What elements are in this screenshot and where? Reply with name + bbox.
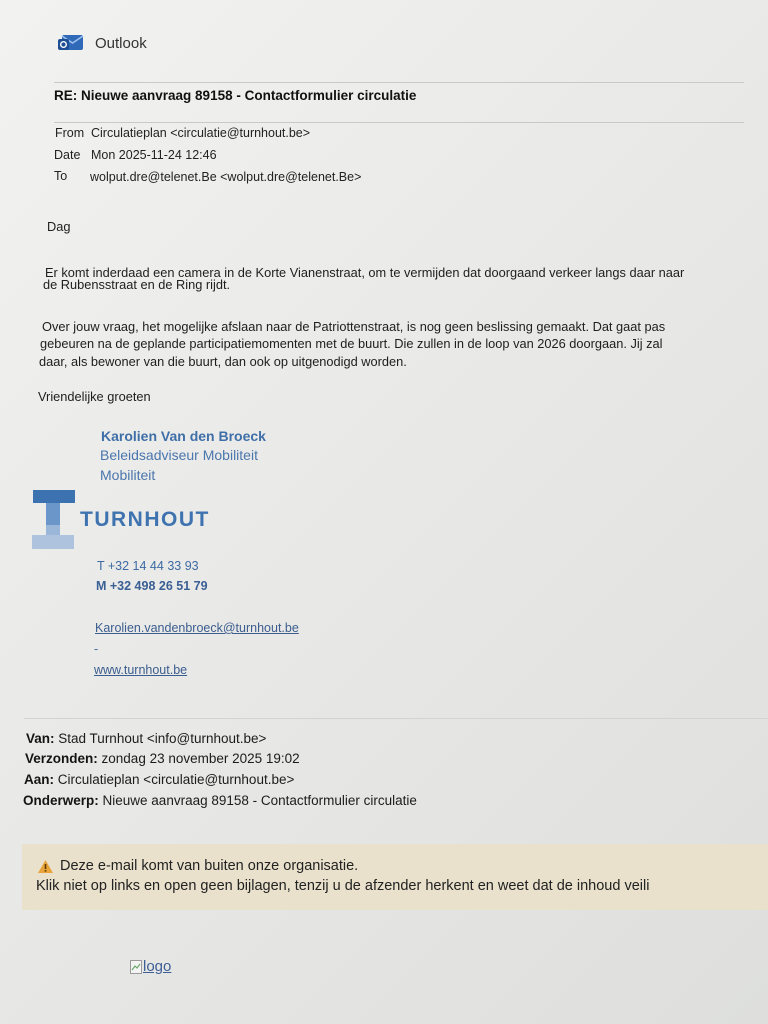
warning-line-1: Deze e-mail komt van buiten onze organisatie. — [60, 858, 359, 874]
turnhout-logo-wordmark: TURNHOUT — [80, 508, 210, 531]
email-subject: RE: Nieuwe aanvraag 89158 - Contactformulier circulatie — [54, 88, 417, 103]
app-title: Outlook — [95, 35, 147, 52]
signature-phone: T +32 14 44 33 93 — [97, 559, 199, 573]
footer-logo-image[interactable]: logo — [143, 958, 172, 975]
body-paragraph-1-line-1: Er komt inderdaad een camera in de Korte Vianenstraat, om te vermijden dat doorgaand verkeer langs daar naar — [45, 265, 685, 280]
from-label: From — [55, 126, 85, 140]
email-greeting: Dag — [47, 219, 71, 234]
email-closing: Vriendelijke groeten — [38, 389, 151, 404]
forward-sent-value: zondag 23 november 2025 19:02 — [101, 751, 300, 766]
warning-icon — [37, 859, 54, 874]
warning-line-2: Klik niet op links en open geen bijlagen, tenzij u de afzender herkent en weet dat de inhoud veili — [36, 878, 650, 894]
signature-email-link[interactable]: Karolien.vandenbroeck@turnhout.be — [95, 621, 299, 635]
forward-from-label: Van: — [26, 731, 55, 746]
date-label: Date — [54, 148, 81, 162]
signature-role: Beleidsadviseur Mobiliteit — [100, 447, 258, 463]
forward-subject-row — [23, 793, 417, 808]
signature-department: Mobiliteit — [100, 467, 156, 483]
outlook-envelope-icon — [58, 32, 84, 52]
forward-subject-label: Onderwerp: — [23, 793, 99, 808]
forward-to-value: Circulatieplan <circulatie@turnhout.be> — [57, 772, 295, 787]
date-value: Mon 2025-11-24 12:46 — [91, 148, 217, 162]
body-paragraph-2-line-3: daar, als bewoner van die buurt, dan ook op uitgenodigd worden. — [39, 354, 407, 369]
body-paragraph-1-line-2: de Rubensstraat en de Ring rijdt. — [43, 277, 231, 292]
forward-sent-label: Verzonden: — [25, 751, 98, 766]
forward-subject-value: Nieuwe aanvraag 89158 - Contactformulier circulatie — [102, 793, 417, 808]
forward-from-row — [26, 731, 266, 746]
signature-dash: - — [94, 642, 99, 656]
forward-to-label: Aan: — [24, 772, 54, 787]
forward-divider — [24, 718, 768, 719]
signature-website-link[interactable]: www.turnhout.be — [94, 663, 188, 677]
header-divider — [54, 82, 744, 83]
body-paragraph-2-line-1: Over jouw vraag, het mogelijke afslaan naar de Patriottenstraat, is nog geen beslissing gemaakt. Dat gaat pas — [42, 319, 666, 334]
to-value[interactable]: wolput.dre@telenet.Be <wolput.dre@telenet.Be> — [90, 170, 362, 184]
signature-mobile: M +32 498 26 51 79 — [96, 579, 208, 593]
external-email-warning-banner — [22, 844, 768, 910]
from-value[interactable]: Circulatieplan <circulatie@turnhout.be> — [91, 126, 311, 140]
forward-from-value: Stad Turnhout <info@turnhout.be> — [58, 731, 267, 746]
forward-to-row — [24, 772, 294, 787]
signature-name: Karolien Van den Broeck — [101, 428, 266, 444]
broken-image-icon — [130, 960, 142, 974]
body-paragraph-2-line-2: gebeuren na de geplande participatiemomenten met de buurt. Die zullen in de loop van 2026 doorgaan. Jij zal — [40, 336, 663, 351]
subject-divider — [54, 122, 744, 123]
forward-sent-row — [25, 751, 300, 766]
to-label: To — [54, 169, 68, 183]
